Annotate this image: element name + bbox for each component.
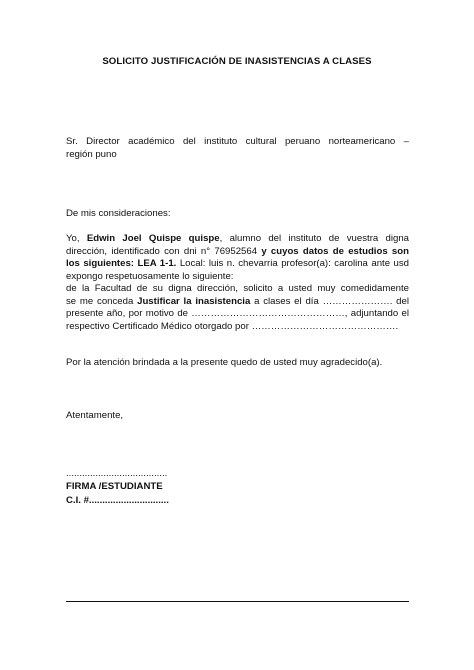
signature-line: ...................................... [66, 468, 168, 479]
body-line-5: de la Facultad de su digna dirección, solicito a usted muy comedidamente [66, 283, 409, 294]
footer-rule [66, 601, 409, 602]
farewell: Atentamente, [66, 410, 124, 421]
body-line-7: presente año, por motivo de …………………………………………, adjuntando el [66, 308, 409, 319]
addressee-line-2: región puno [66, 148, 117, 160]
student-name: Edwin Joel Quispe quispe [86, 233, 220, 244]
signature-block [66, 480, 169, 508]
addressee-line-1: Sr. Director académico del instituto cultural peruano norteamericano – [66, 136, 409, 147]
letter-body [66, 233, 409, 333]
body-line-6: se me conceda Justificar la inasistencia a clases el día …………………. del [66, 295, 409, 307]
body-line-8: respectivo Certificado Médico otorgado por ………………………………………. [66, 320, 399, 332]
id-number-label: C.I. #.............................. [66, 495, 169, 506]
body-line-2: dirección, identificado con dni n° 76952564 y cuyos datos de estudios son [66, 245, 409, 257]
signature-label: FIRMA /ESTUDIANTE [66, 481, 163, 492]
greeting: De mis consideraciones: [66, 208, 171, 219]
closing-request: Por la atención brindada a la presente quedo de usted muy agradecido(a). [66, 357, 383, 368]
document-title: SOLICITO JUSTIFICACIÓN DE INASISTENCIAS A CLASES [102, 56, 372, 67]
body-line-1: Yo, Edwin Joel Quispe quispe, alumno del instituto de vuestra digna [66, 233, 409, 244]
addressee [66, 136, 409, 161]
body-line-4: expongo respetuosamente lo siguiente: [66, 270, 234, 282]
body-line-3: los siguientes: LEA 1-1. Local: luis n. chevarria profesor(a): carolina ante usd [66, 258, 409, 269]
